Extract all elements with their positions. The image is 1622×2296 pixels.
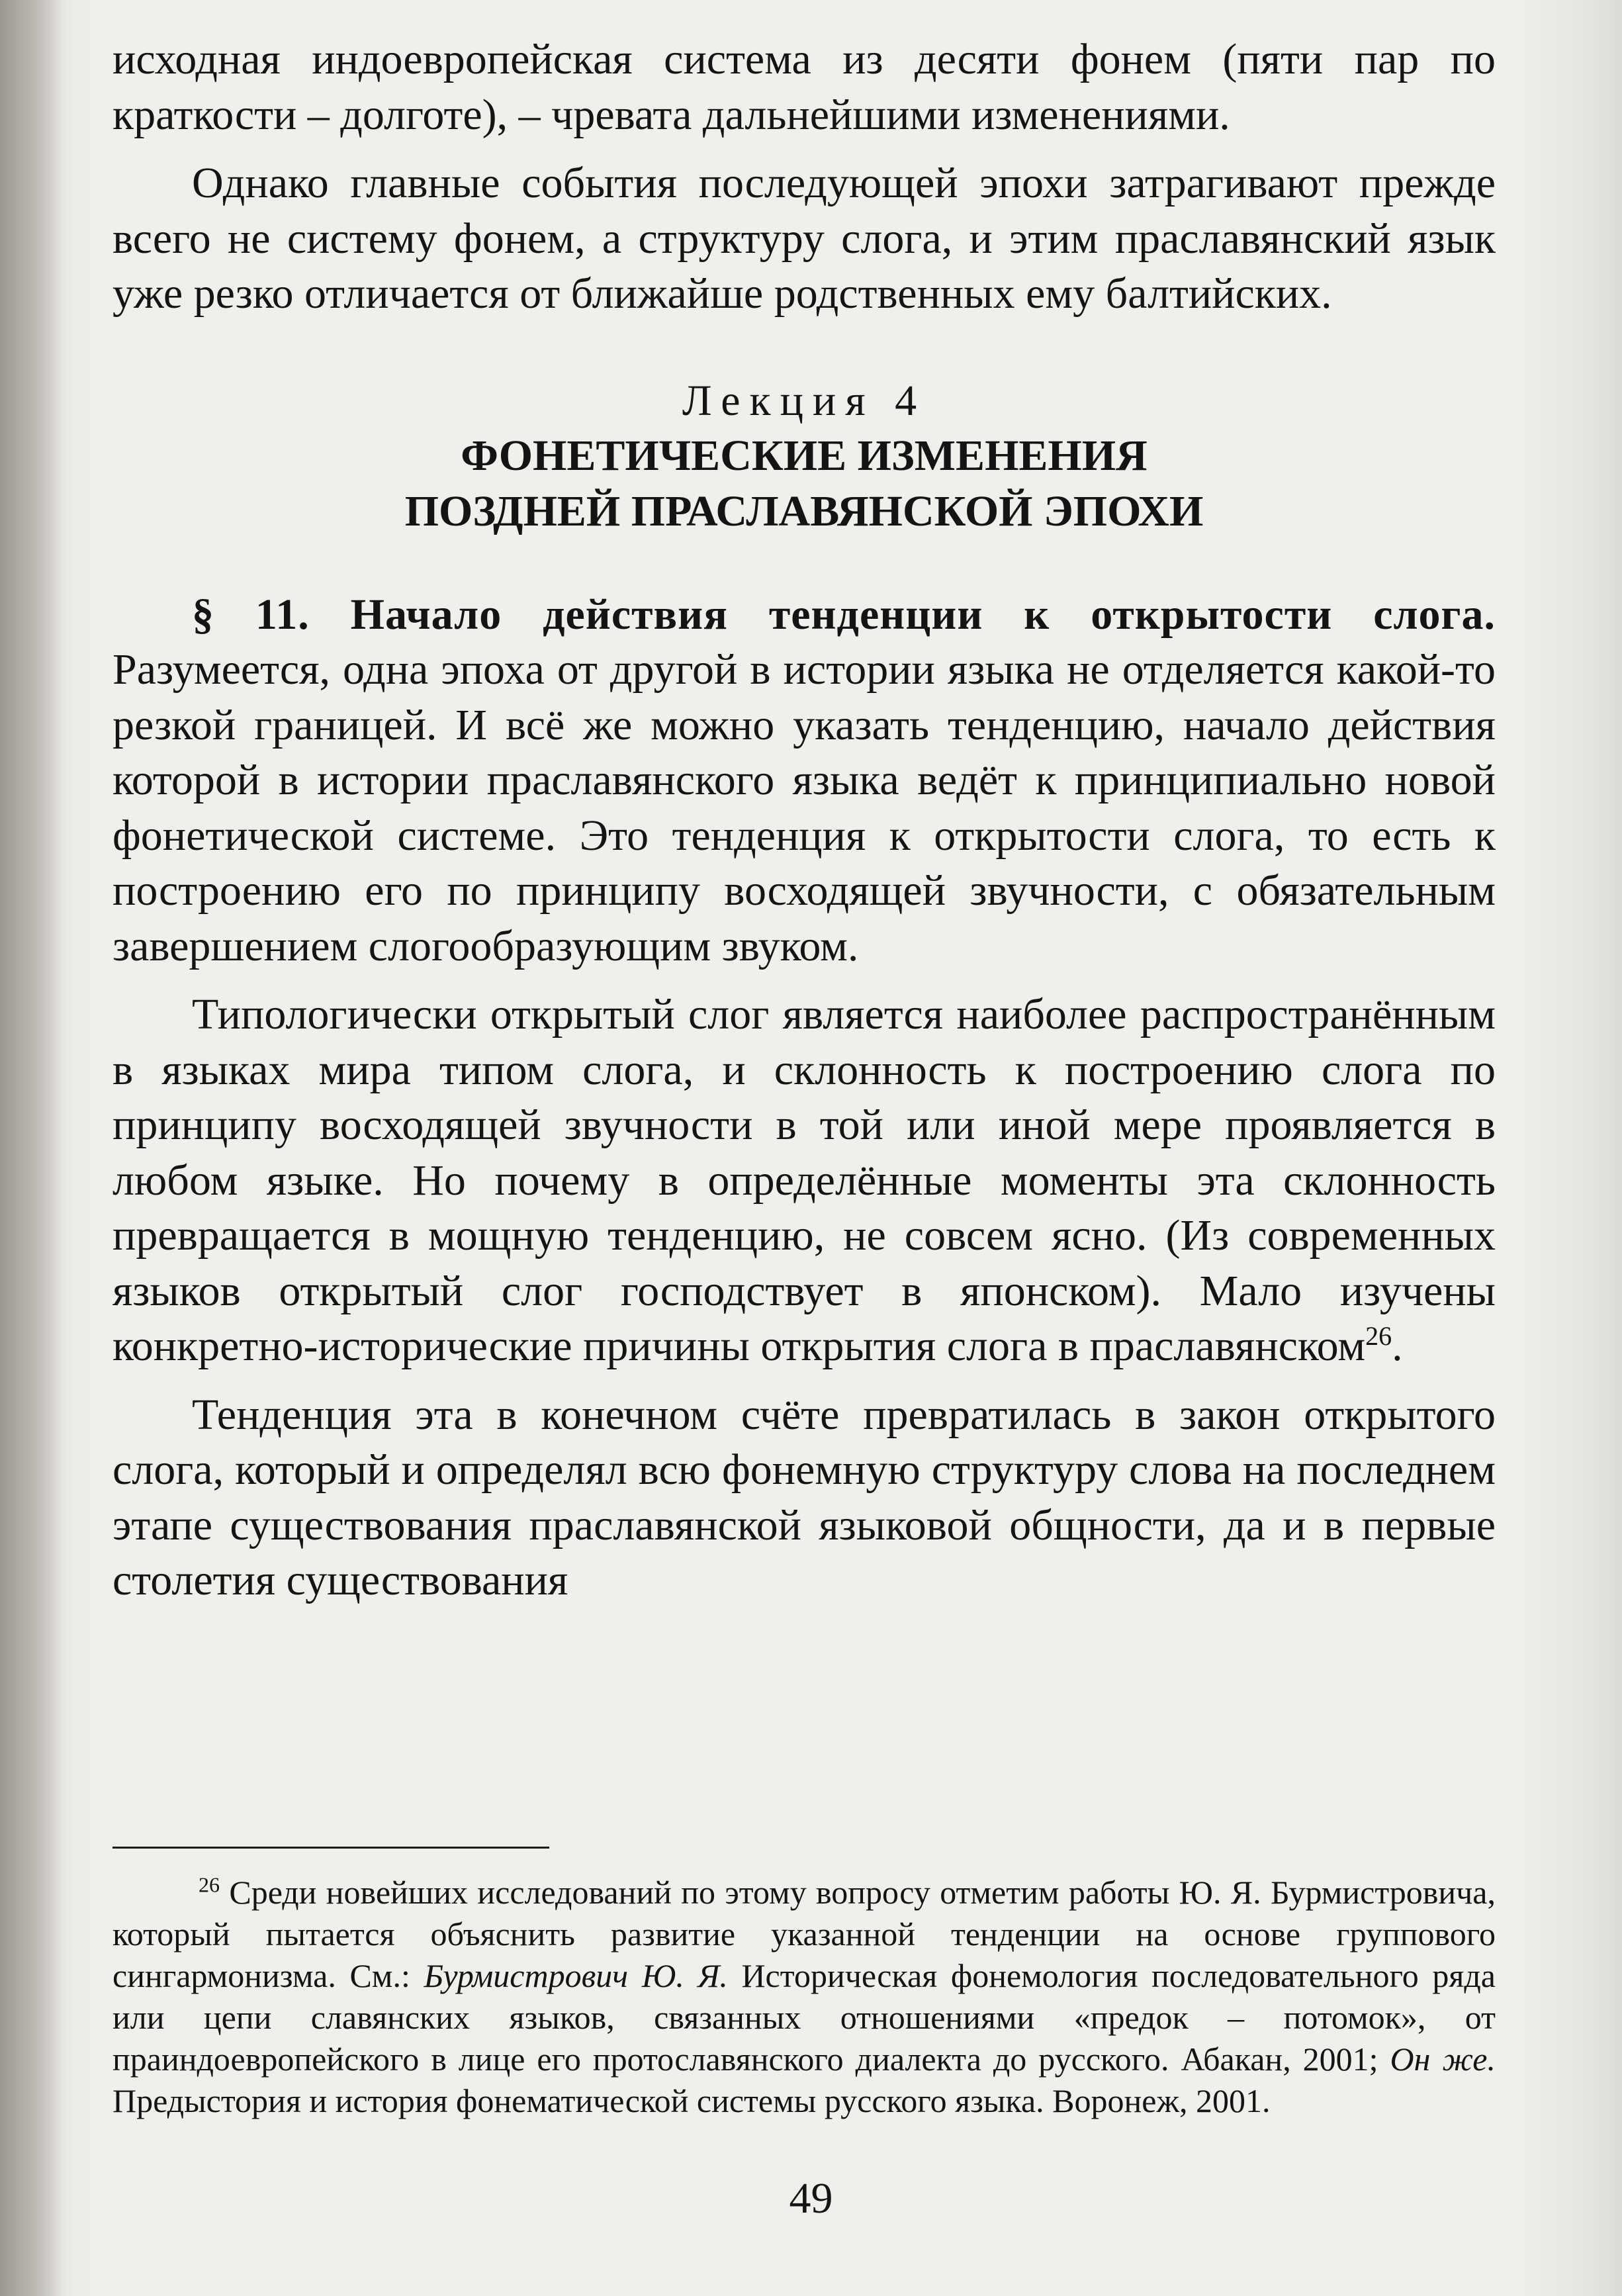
paragraph-events: Однако главные события последующей эпохи затрагивают прежде всего не систему фонем, а структуру слога, и этим праславянский язык уже резко отличается от ближайше родственных ему балтийских. [113,159,1496,318]
footnote-text-1: Среди новейших исследований по этому вопросу отметим работы Ю. Я. Бурмистровича, который пытается объяснить развитие указанной тенденции на основе группового сингармонизма. См.: [113,1874,1496,1994]
paragraph-gap [113,142,1496,156]
footnote-ibid: Он же. [1390,2041,1496,2078]
paragraph-gap [113,974,1496,987]
main-text [113,32,1496,1608]
paragraph-typology-end: . [1392,1322,1403,1370]
footnote [113,1872,1496,2122]
paragraph-law: Тенденция эта в конечном счёте превратилась в закон открытого слога, который и определял всю фонемную структуру слова на последнем этапе существования праславянской языковой общности, да и в первые столетия существования [113,1390,1496,1604]
paragraph-gap [113,1374,1496,1387]
section-heading: § 11. Начало действия тенденции к открытости слога. [192,590,1496,639]
footnote-text-2: Историческая фонемология последовательного ряда или цепи славянских языков, связанных отношениями «предок – потомок», от праиндоевропейского в лице его протославянского диалекта до русского. Абакан, 2001; [113,1957,1496,2078]
footnote-reference[interactable]: 26 [1365,1321,1392,1351]
lecture-title-line1: ФОНЕТИЧЕСКИЕ ИЗМЕНЕНИЯ [461,431,1148,480]
footnote-divider [113,1847,549,1849]
paragraph-typology [113,987,1496,1374]
book-spine-shadow [0,0,63,2296]
paragraph-typology-text: Типологически открытый слог является наиболее распространённым в языках мира типом слога, и склонность к построению слога по принципу восходящей звучности в той или иной мере проявляется в любом языке. Но почему в определённые моменты эта склонность превращается в мощную тенденцию, не совсем ясно. (Из современных языков открытый слог господствует в японском). Мало изучены конкретно-исторические причины открытия слога в праславянском [113,990,1496,1370]
footnote-number: 26 [199,1872,220,1897]
section-text: Разумеется, одна эпоха от другой в истории языка не отделяется какой-то резкой границей. И всё же можно указать тенденцию, начало действия которой в истории праславянского языка ведёт к принципиально новой фонетической системе. Это тенденция к открытости слога, то есть к построению его по принципу восходящей звучности, с обязательным завершением слогообразующим звуком. [113,645,1496,970]
page-number: 49 [789,2174,833,2223]
lecture-title [113,428,1496,539]
lecture-label: Лекция 4 [682,376,926,425]
paragraph-top: исходная индоевропейская система из десяти фонем (пяти пар по краткости – долготе), – чревата дальнейшими изменениями. [113,35,1496,139]
footnote-text-3: Предыстория и история фонематической системы русского языка. Воронеж, 2001. [113,2082,1271,2119]
lecture-title-line2: ПОЗДНЕЙ ПРАСЛАВЯНСКОЙ ЭПОХИ [404,486,1204,535]
section-paragraph [113,587,1496,974]
footnote-author: Бурмистрович Ю. Я. [424,1957,728,1994]
